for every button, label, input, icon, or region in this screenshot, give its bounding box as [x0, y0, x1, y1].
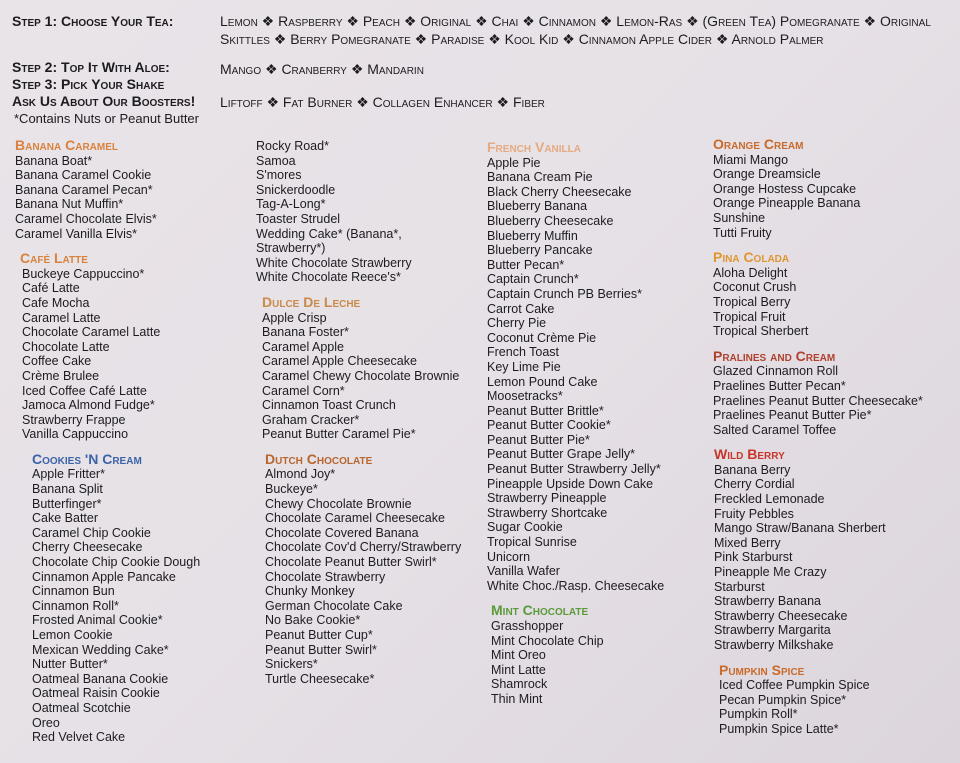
- shake-item: Carrot Cake: [487, 301, 555, 316]
- shake-item: Freckled Lemonade: [714, 492, 825, 507]
- shake-item: Blueberry Pancake: [487, 243, 593, 258]
- shake-item: German Chocolate Cake: [265, 598, 403, 613]
- shake-item: Buckeye*: [265, 482, 318, 497]
- shake-item: Chocolate Strawberry: [265, 569, 386, 584]
- shake-item: Peanut Butter Swirl*: [265, 642, 377, 657]
- shake-item: Glazed Cinnamon Roll: [713, 364, 839, 379]
- shake-item: Caramel Chip Cookie: [32, 525, 151, 540]
- category-banana-caramel: Banana Caramel: [15, 137, 118, 153]
- item-list: [713, 153, 923, 241]
- shake-item: Lemon Cookie: [32, 628, 113, 642]
- category-orange-cream: Orange Cream: [713, 136, 804, 152]
- shake-item: Praelines Peanut Butter Cheesecake*: [713, 393, 923, 408]
- item-list: [256, 139, 461, 285]
- shake-item: Banana Boat*: [15, 153, 93, 168]
- shake-item: Rocky Road*: [256, 139, 329, 153]
- shake-item: Caramel Corn*: [262, 383, 345, 398]
- shake-item: Banana Caramel Cookie: [15, 168, 152, 183]
- shake-item: Chocolate Covered Banana: [265, 525, 419, 540]
- shake-item: Chocolate Chip Cookie Dough: [32, 555, 201, 570]
- tea-options-line2: Skittles ❖ Berry Pomegranate ❖ Paradise ❖ Kool Kid ❖ Cinnamon Apple Cider ❖ Arnold Palmer: [220, 31, 824, 47]
- shake-item: Cherry Cheesecake: [32, 540, 143, 555]
- shake-item: Shamrock: [491, 677, 548, 692]
- shake-item: Strawberry Banana: [714, 594, 822, 609]
- shake-item: Blueberry Banana: [487, 199, 588, 214]
- category-dulce-de-leche: Dulce De Leche: [262, 293, 361, 310]
- shake-item: Mango Straw/Banana Sherbert: [714, 521, 886, 536]
- shake-item: Praelines Butter Pecan*: [713, 378, 846, 393]
- shake-item: Cinnamon Bun: [32, 584, 115, 599]
- shake-item: Black Cherry Cheesecake: [487, 184, 632, 199]
- shake-item: Cinnamon Toast Crunch: [262, 398, 396, 413]
- shake-item: Banana Berry: [714, 462, 791, 477]
- item-list: [713, 266, 923, 339]
- shake-item: Graham Cracker*: [262, 412, 360, 427]
- shake-item: Caramel Latte: [22, 310, 101, 325]
- item-list: [714, 463, 923, 653]
- menu-column-4: [713, 137, 923, 737]
- category-pina-colada: Pina Colada: [713, 249, 790, 266]
- shake-item: Peanut Butter Pie*: [487, 432, 590, 447]
- shake-item: Praelines Peanut Butter Pie*: [713, 408, 872, 423]
- shake-item: Almond Joy*: [265, 467, 336, 482]
- shake-item: Caramel Apple: [262, 339, 344, 354]
- shake-item: Peanut Butter Strawberry Jelly*: [487, 462, 661, 477]
- shake-item: Tropical Fruit: [713, 309, 786, 324]
- item-list: [713, 364, 923, 437]
- shake-item: Cake Batter: [32, 511, 99, 526]
- shake-item: Peanut Butter Brittle*: [487, 403, 604, 418]
- tea-options-line1: Lemon ❖ Raspberry ❖ Peach ❖ Original ❖ Chai ❖ Cinnamon ❖ Lemon-Ras ❖ (Green Tea) Pomegranate ❖ Original: [220, 13, 931, 29]
- shake-item: Frosted Animal Cookie*: [32, 613, 163, 628]
- shake-item: Nutter Butter*: [32, 657, 108, 672]
- shake-item: Captain Crunch PB Berries*: [487, 286, 642, 301]
- shake-item: Tropical Berry: [713, 294, 791, 309]
- shake-item: Chunky Monkey: [265, 584, 355, 599]
- shake-item: Cherry Pie: [487, 316, 547, 331]
- shake-item: Coffee Cake: [22, 354, 92, 369]
- shake-item: Captain Crunch*: [487, 272, 579, 287]
- shake-item: Pecan Pumpkin Spice*: [719, 692, 847, 707]
- shake-item: Blueberry Muffin: [487, 228, 578, 243]
- shake-item: Chocolate Peanut Butter Swirl*: [265, 555, 437, 570]
- shake-item: Snickers*: [265, 657, 318, 672]
- shake-item: Tag-A-Long*: [256, 197, 326, 212]
- aloe-options: Mango ❖ Cranberry ❖ Mandarin: [220, 61, 424, 77]
- nuts-note: *Contains Nuts or Peanut Butter: [14, 111, 199, 126]
- step1-label: Step 1: Choose Your Tea:: [12, 13, 174, 29]
- shake-item: Butterfinger*: [32, 496, 102, 511]
- shake-item: Caramel Chewy Chocolate Brownie: [262, 368, 460, 383]
- shake-item: Apple Crisp: [262, 310, 327, 325]
- menu-column-2: [256, 139, 461, 686]
- shake-item: Strawberry Cheesecake: [714, 608, 848, 623]
- shake-item: Caramel Vanilla Elvis*: [15, 226, 138, 241]
- shake-item: Chocolate Cov'd Cherry/Strawberry: [265, 540, 462, 555]
- shake-item: Chocolate Caramel Cheesecake: [265, 511, 445, 526]
- menu-column-1: [15, 138, 200, 745]
- shake-item: Caramel Chocolate Elvis*: [15, 211, 157, 226]
- shake-item: Coconut Crush: [713, 280, 797, 295]
- shake-item: Sugar Cookie: [487, 520, 563, 535]
- shake-item: Sunshine: [713, 210, 766, 225]
- shake-item: Cafe Mocha: [22, 295, 90, 310]
- shake-item: Tutti Fruity: [713, 225, 772, 240]
- shake-item: Café Latte: [22, 281, 80, 296]
- shake-item: Oreo: [32, 715, 60, 730]
- shake-item: Unicorn: [487, 549, 531, 564]
- step3-label: Step 3: Pick Your Shake: [12, 76, 165, 92]
- shake-item: Cinnamon Apple Pancake: [32, 569, 176, 584]
- shake-item: Thin Mint: [491, 691, 543, 706]
- category-french-vanilla: French Vanilla: [487, 139, 581, 155]
- shake-item: Iced Coffee Café Latte: [22, 383, 147, 398]
- shake-item: Moosetracks*: [487, 389, 563, 404]
- shake-item: Chocolate Latte: [22, 339, 110, 354]
- category-pralines-and-cream: Pralines and Cream: [713, 347, 836, 364]
- menu-column-3: [487, 140, 664, 707]
- shake-item: Toaster Strudel: [256, 211, 341, 226]
- shake-item: Mint Chocolate Chip: [491, 633, 604, 648]
- shake-item: No Bake Cookie*: [265, 613, 361, 628]
- shake-item: French Toast: [487, 345, 560, 360]
- item-list: [15, 154, 200, 242]
- shake-item: Oatmeal Banana Cookie: [32, 671, 169, 686]
- shake-item: Pineapple Me Crazy: [714, 565, 827, 580]
- item-list: [719, 678, 923, 736]
- shake-item: Strawberry Margarita: [714, 623, 831, 638]
- booster-options: Liftoff ❖ Fat Burner ❖ Collagen Enhancer ❖ Fiber: [220, 94, 545, 110]
- shake-item: Chocolate Caramel Latte: [22, 325, 161, 340]
- item-list: [262, 311, 461, 442]
- shake-item: Mint Oreo: [491, 648, 546, 663]
- shake-item: Butter Pecan*: [487, 257, 565, 272]
- shake-item: Orange Pineapple Banana: [713, 196, 861, 211]
- shake-item: Jamoca Almond Fudge*: [22, 398, 155, 413]
- item-list: [487, 156, 664, 594]
- shake-item: Vanilla Wafer: [487, 564, 560, 579]
- item-list: [32, 467, 200, 744]
- shake-item: Tropical Sunrise: [487, 535, 577, 550]
- shake-item: Cherry Cordial: [714, 477, 795, 492]
- shake-item: Pink Starburst: [714, 550, 793, 565]
- shake-item: S'mores: [256, 168, 302, 183]
- shake-item: Iced Coffee Pumpkin Spice: [719, 678, 870, 693]
- shake-item: White Choc./Rasp. Cheesecake: [487, 578, 665, 593]
- shake-item: Crème Brulee: [22, 368, 100, 383]
- shake-item: Pineapple Upside Down Cake: [487, 476, 654, 491]
- shake-item: Vanilla Cappuccino: [22, 427, 129, 442]
- shake-item: Banana Split: [32, 482, 103, 497]
- shake-item: Peanut Butter Caramel Pie*: [262, 427, 416, 442]
- shake-item: Mexican Wedding Cake*: [32, 642, 169, 657]
- shake-item: Red Velvet Cake: [32, 730, 126, 745]
- shake-item: Banana Foster*: [262, 325, 349, 340]
- shake-item: Wedding Cake* (Banana*,: [256, 226, 402, 241]
- shake-item: Banana Nut Muffin*: [15, 197, 124, 212]
- shake-item: Caramel Apple Cheesecake: [262, 354, 417, 369]
- shake-item: Orange Dreamsicle: [713, 167, 821, 182]
- category-mint-chocolate: Mint Chocolate: [491, 602, 589, 619]
- shake-item: Oatmeal Raisin Cookie: [32, 686, 160, 701]
- shake-item: Pumpkin Spice Latte*: [719, 721, 839, 736]
- category-wild-berry: Wild Berry: [714, 446, 785, 463]
- shake-item: Starburst: [714, 579, 765, 594]
- shake-item: Turtle Cheesecake*: [265, 671, 375, 686]
- shake-item: Fruity Pebbles: [714, 506, 794, 521]
- shake-item: Key Lime Pie: [487, 359, 561, 374]
- shake-item: Salted Caramel Toffee: [713, 422, 837, 437]
- shake-item: Strawberry*): [256, 241, 326, 256]
- shake-item: Strawberry Pineapple: [487, 491, 607, 506]
- shake-item: Coconut Crème Pie: [487, 330, 597, 345]
- shake-item: Mixed Berry: [714, 535, 781, 550]
- step2-label: Step 2: Top It With Aloe:: [12, 59, 170, 75]
- shake-item: Banana Cream Pie: [487, 170, 593, 185]
- shake-item: Samoa: [256, 153, 296, 168]
- shake-item: Pumpkin Roll*: [719, 707, 798, 722]
- shake-item: Oatmeal Scotchie: [32, 700, 131, 715]
- shake-item: Snickerdoodle: [256, 182, 336, 197]
- item-list: [265, 467, 461, 686]
- shake-item: Strawberry Shortcake: [487, 505, 608, 520]
- shake-item: Peanut Butter Grape Jelly*: [487, 447, 635, 462]
- shake-item: White Chocolate Strawberry: [256, 255, 412, 270]
- shake-item: White Chocolate Reece's*: [256, 270, 401, 285]
- shake-item: Grasshopper: [491, 619, 564, 633]
- shake-item: Mint Latte: [491, 662, 546, 677]
- boosters-label: Ask Us About Our Boosters!: [12, 93, 196, 109]
- shake-item: Peanut Butter Cup*: [265, 628, 373, 642]
- shake-item: Orange Hostess Cupcake: [713, 181, 857, 196]
- shake-item: Peanut Butter Cookie*: [487, 418, 611, 433]
- category-pumpkin-spice: Pumpkin Spice: [719, 661, 805, 678]
- shake-item: Cinnamon Roll*: [32, 598, 119, 613]
- shake-item: Lemon Pound Cake: [487, 374, 598, 389]
- item-list: [22, 267, 200, 442]
- category-cafe-latte: Café Latte: [20, 250, 88, 267]
- shake-item: Apple Fritter*: [32, 467, 105, 482]
- shake-item: Banana Caramel Pecan*: [15, 182, 153, 197]
- shake-item: Blueberry Cheesecake: [487, 213, 614, 228]
- shake-item: Strawberry Frappe: [22, 412, 126, 427]
- item-list: [491, 619, 664, 707]
- shake-item: Aloha Delight: [713, 265, 788, 280]
- shake-item: Apple Pie: [487, 155, 541, 170]
- shake-item: Buckeye Cappuccino*: [22, 266, 145, 281]
- category-dutch-chocolate: Dutch Chocolate: [265, 450, 373, 467]
- shake-item: Miami Mango: [713, 152, 789, 167]
- category-cookies-n-cream: Cookies 'N Cream: [32, 450, 142, 467]
- shake-item: Tropical Sherbert: [713, 324, 809, 339]
- shake-item: Chewy Chocolate Brownie: [265, 496, 412, 511]
- shake-item: Strawberry Milkshake: [714, 638, 834, 652]
